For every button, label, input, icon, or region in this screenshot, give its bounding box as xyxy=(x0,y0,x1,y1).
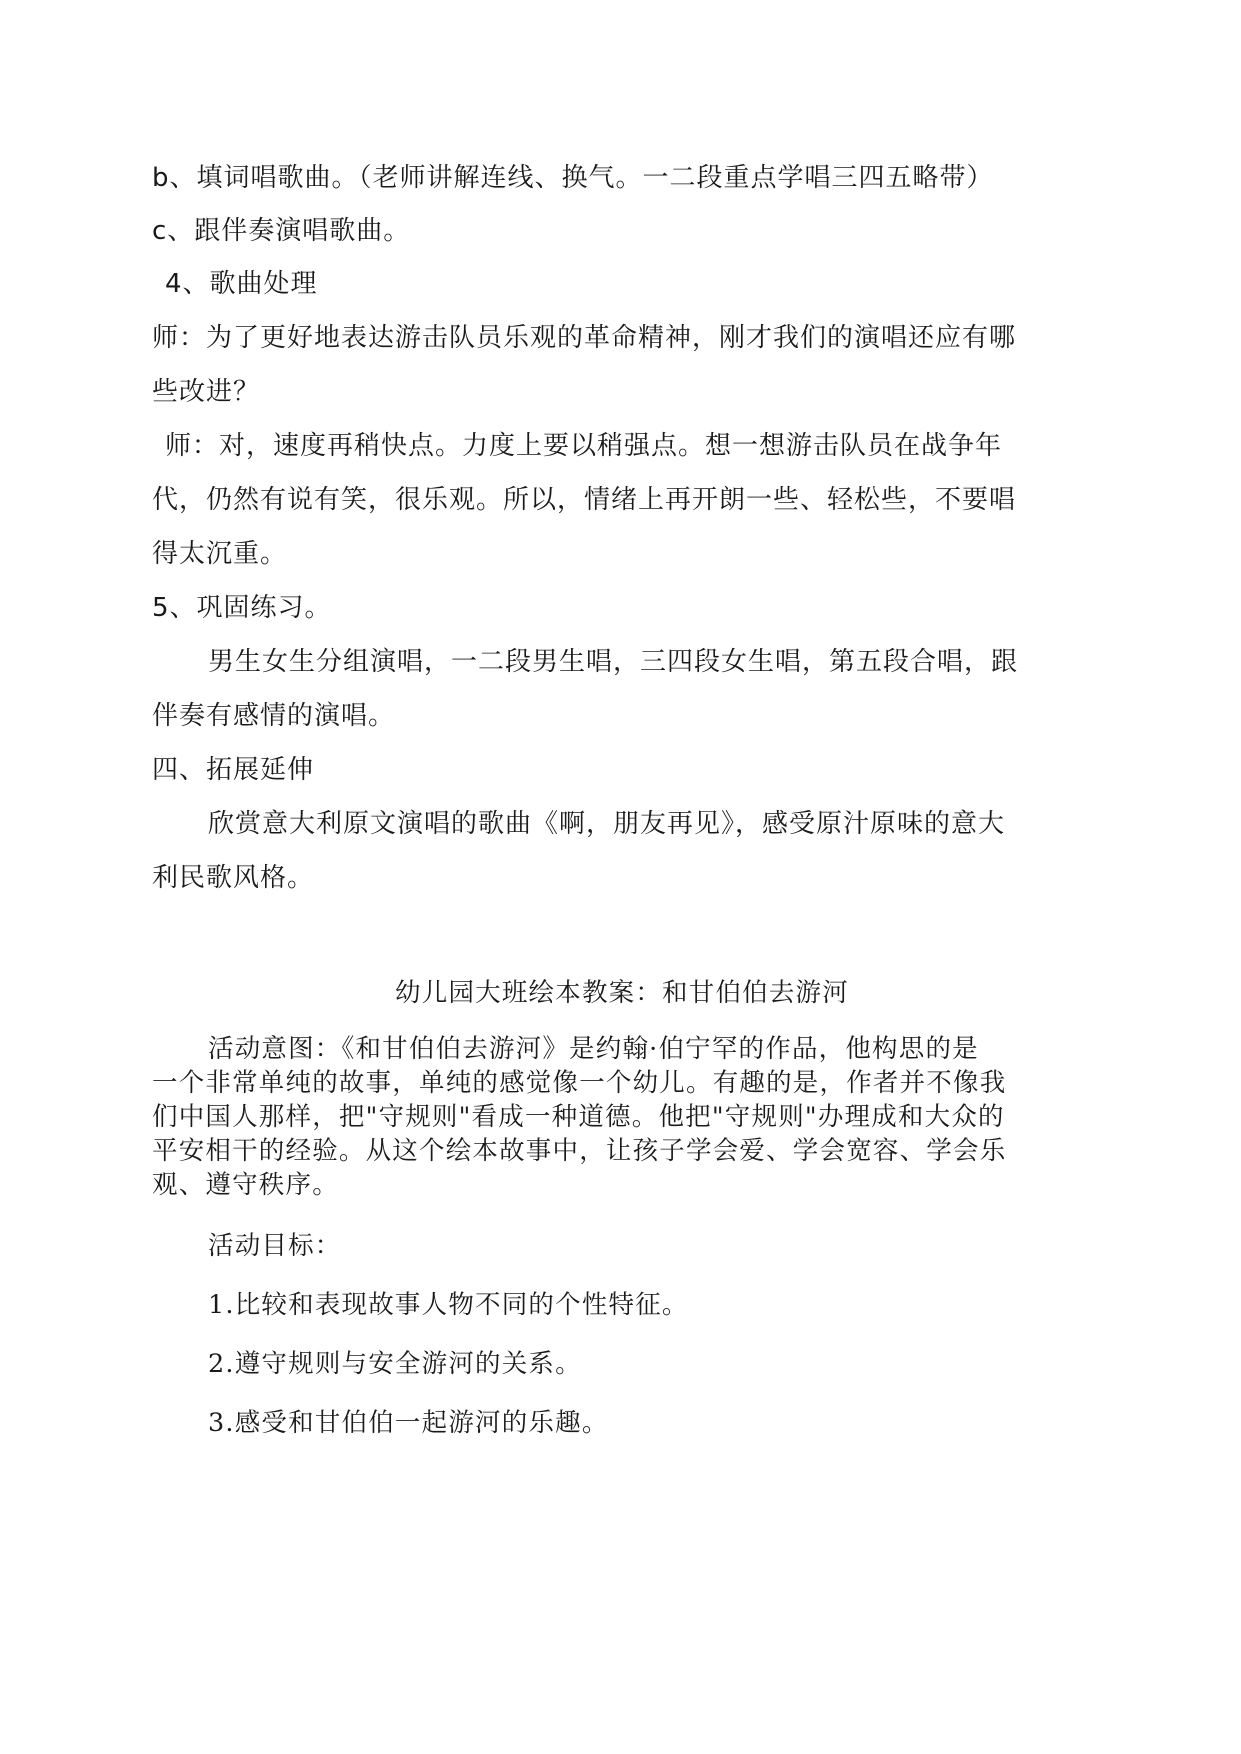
step-4-heading: 4、歌曲处理 xyxy=(165,269,318,299)
teacher-question-line-1: 师：为了更好地表达游击队员乐观的革命精神，刚才我们的演唱还应有哪 xyxy=(152,323,1017,353)
intent-line-4: 平安相干的经验。从这个绘本故事中，让孩子学会爱、学会宽容、学会乐 xyxy=(152,1136,1007,1166)
teacher-answer-line-2: 代，仍然有说有笑，很乐观。所以，情绪上再开朗一些、轻松些，不要唱 xyxy=(152,485,1017,515)
intent-line-5: 观、遵守秩序。 xyxy=(152,1170,339,1200)
intent-line-2: 一个非常单纯的故事，单纯的感觉像一个幼儿。有趣的是，作者并不像我 xyxy=(152,1068,1007,1098)
goals-heading: 活动目标： xyxy=(208,1231,342,1261)
goal-item-1: 1.比较和表现故事人物不同的个性特征。 xyxy=(208,1290,689,1320)
practice-line-1: 男生女生分组演唱，一二段男生唱，三四段女生唱，第五段合唱，跟 xyxy=(208,647,1019,677)
lesson-title: 幼儿园大班绘本教案：和甘伯伯去游河 xyxy=(395,978,849,1008)
teacher-answer-line-1: 师：对，速度再稍快点。力度上要以稍强点。想一想游击队员在战争年 xyxy=(165,431,1003,461)
goal-item-2: 2.遵守规则与安全游河的关系。 xyxy=(208,1349,582,1379)
extend-line-1: 欣赏意大利原文演唱的歌曲《啊，朋友再见》，感受原汁原味的意大 xyxy=(208,809,1006,839)
extend-line-2: 利民歌风格。 xyxy=(152,863,315,893)
step-c-line: c、跟伴奏演唱歌曲。 xyxy=(152,216,411,246)
step-5-heading: 5、巩固练习。 xyxy=(152,593,332,623)
goal-item-3: 3.感受和甘伯伯一起游河的乐趣。 xyxy=(208,1408,609,1438)
step-b-line: b、填词唱歌曲。（老师讲解连线、换气。一二段重点学唱三四五略带） xyxy=(152,163,994,193)
intent-line-3: 们中国人那样，把"守规则"看成一种道德。他把"守规则"办理成和大众的 xyxy=(152,1102,1005,1132)
practice-line-2: 伴奏有感情的演唱。 xyxy=(152,701,396,731)
teacher-question-line-2: 些改进？ xyxy=(152,377,261,407)
intent-line-1: 活动意图：《和甘伯伯去游河》是约翰·伯宁罕的作品，他构思的是 xyxy=(208,1034,979,1064)
teacher-answer-line-3: 得太沉重。 xyxy=(152,539,288,569)
section-4-heading: 四、拓展延伸 xyxy=(152,755,315,785)
